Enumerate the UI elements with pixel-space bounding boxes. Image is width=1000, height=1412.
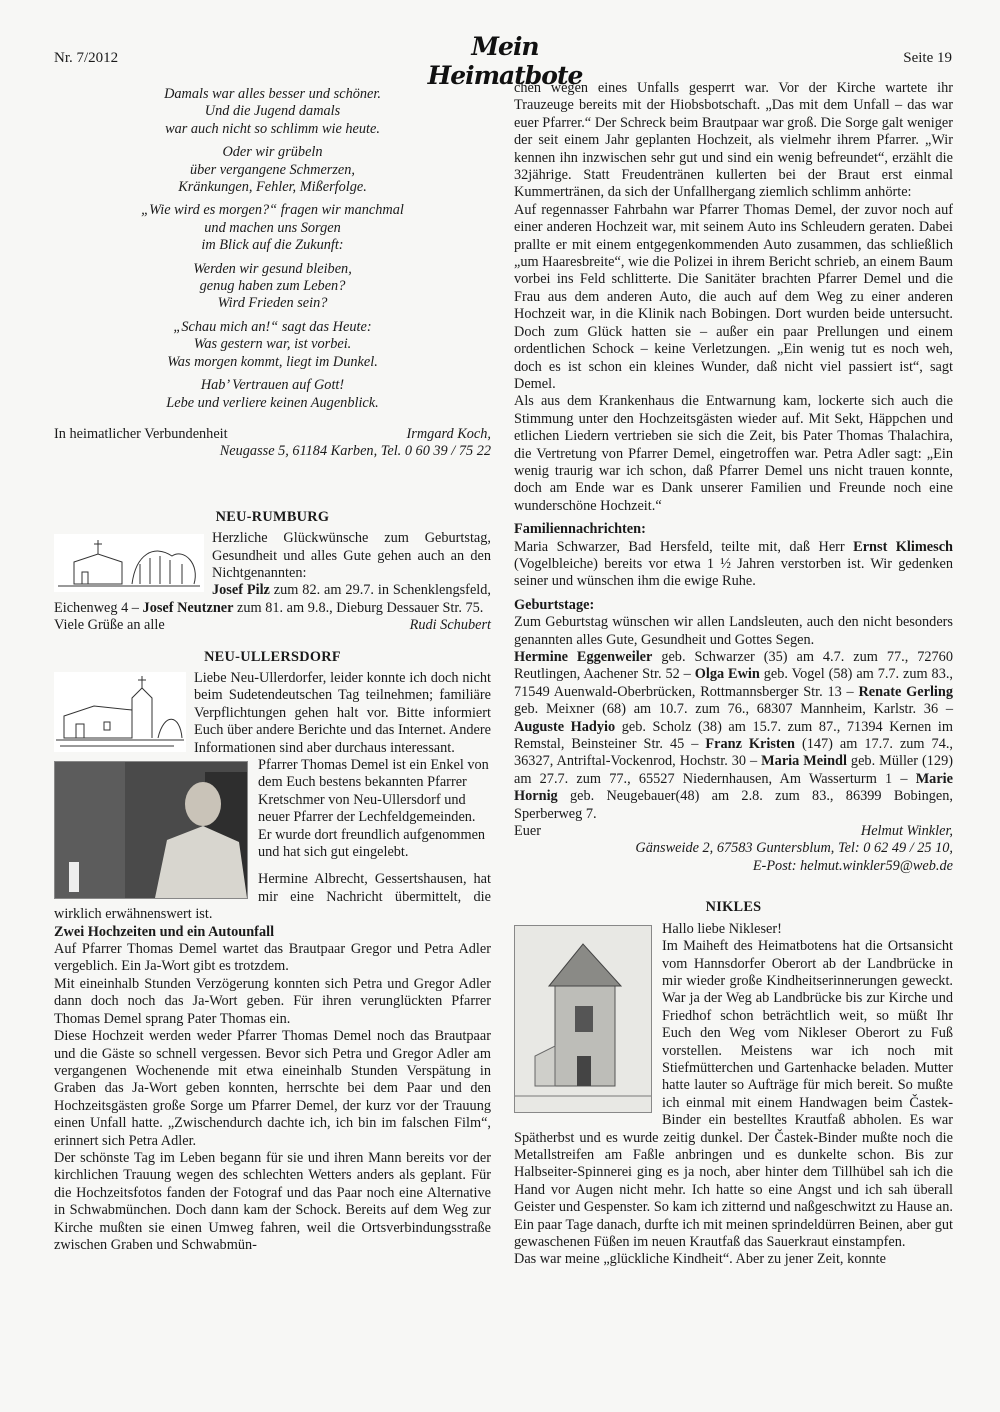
poem-stanza bbox=[54, 377, 491, 412]
village-church-sketch-image bbox=[54, 672, 186, 752]
birthdays-intro: Zum Geburtstag wünschen wir allen Landsleuten, auch den nicht besonders genannten alles Gute, Gesundheit und Gottes Segen. bbox=[514, 614, 953, 648]
section-title-neu-ullersdorf: NEU-ULLERSDORF bbox=[204, 648, 341, 665]
article-paragraph: chen wegen eines Unfalls gesperrt war. Vor der Kirche wartete ihr Trauzeuge bereits mit der Hiobsbotschaft. „Das mit dem Unfall – das war euer Pfarrer.“ Der Schreck beim Brautpaar war groß. Die Sorge galt weniger der seit einem Jahr geplanten Hochzeit, als vielmehr ihrem Pfarrer. „Wir kennen ihn inzwischen sehr gut und sind ein wenig befreundet“, erzählt die 32jährige. Statt Freudentränen kullerten bei der Braut erst einmal Kummertränen, da sich der Unfallhergang ziemlich schlimm anhörte: bbox=[514, 80, 953, 201]
birthdays-signature bbox=[514, 823, 953, 840]
subheading-birthdays: Geburtstage: bbox=[514, 596, 595, 613]
poem-stanza bbox=[54, 202, 491, 254]
section-title-neu-rumburg: NEU-RUMBURG bbox=[215, 508, 330, 525]
poem-stanza bbox=[54, 261, 491, 313]
poem-line: war auch nicht so schlimm wie heute. bbox=[165, 120, 380, 137]
poem-line: Damals war alles besser und schöner. bbox=[164, 86, 381, 102]
birthday-name: Auguste Hadyio bbox=[514, 718, 616, 735]
poem-line: Was gestern war, ist vorbei. bbox=[193, 336, 352, 353]
church-tower-photo-image bbox=[514, 925, 652, 1113]
priest-photo-image bbox=[54, 761, 248, 899]
author-name: Irmgard Koch, bbox=[406, 425, 491, 442]
article-paragraph: Auf regennasser Fahrbahn war Pfarrer Thomas Demel, der zuvor noch auf einer anderen Hochzeit war, mit seinem Auto ins Schleudern geraten. Dabei prallte er mit einem entgegenkommenden Auto zusammen, das schließlich „um Haaresbreite“, wie die Polizei in ihrem Bericht schrieb, an einem Baum vorbei ins Feld schlitterte. Die Sanitäter brachten Pfarrer Demel und die Frau aus dem anderen Auto, die auch auf dem Weg zu einer anderen Hochzeit war, in die Klinik nach Bobingen. Dort wurden beide untersucht. Doch zum Glück hatten sie – außer ein paar Prellungen und einem ordentlichen Schock – keine Verletzungen. „Ein wenig tut es noch weh, doch es ist schon ein kleines Wunder, daß nicht viel passiert ist“, sagt Demel. bbox=[514, 201, 953, 392]
birthday-name: Renate Gerling bbox=[858, 683, 953, 700]
page-header bbox=[0, 0, 1000, 90]
left-column bbox=[54, 86, 491, 1254]
article-paragraph: Auf Pfarrer Thomas Demel wartet das Brautpaar Gregor und Petra Adler vergeblich. Ein Ja-Wort gibt es trotzdem. bbox=[54, 941, 491, 975]
poem-stanza bbox=[54, 319, 491, 371]
subheading-weddings: Zwei Hochzeiten und ein Autounfall bbox=[54, 923, 275, 940]
author-name: Helmut Winkler, bbox=[860, 823, 953, 840]
family-news-text bbox=[514, 539, 953, 591]
birthday-details: geb. Meixner (68) am 10.7. zum 76., 68307 Mannheim, Karlstr. 36 – bbox=[514, 701, 953, 718]
poem-line: über vergangene Schmerzen, bbox=[189, 161, 356, 178]
deceased-name: Ernst Klimesch bbox=[853, 538, 953, 555]
section-title-nikles: NIKLES bbox=[705, 899, 762, 916]
author-name: Rudi Schubert bbox=[409, 617, 491, 634]
poem-line: im Blick auf die Zukunft: bbox=[201, 237, 344, 254]
family-news-part: (Vogelbleiche) bereits vor etwa 1 ½ Jahren verstorben ist. Wir gedenken seiner und wünschen ihm die ewige Ruhe. bbox=[514, 555, 953, 590]
greeting: Viele Grüße an alle bbox=[54, 617, 165, 634]
birthday-details: geb. Schwarzer (35) am 4.7. zum 77., 72760 Reutlingen, Aachener Str. 52 – bbox=[514, 649, 953, 683]
poem-signature bbox=[54, 426, 491, 443]
article-paragraph: Diese Hochzeit werden weder Pfarrer Thomas Demel noch das Brautpaar und die Gäste so schnell vergessen. Bevor sich Petra und Gregor Adler am vergangenen Wochenende mit etwa eineinhalb Stunden Verspätung in Graben das Ja-Wort geben konnten, herrschte bei dem Paar und den Hochzeitsgästen große Sorge um Pfarrer Demel, der kurz vor der Trauung einen Unfall hatte. „Zwischendurch dachte ich, ich bin im falschen Film“, erinnert sich Petra Adler. bbox=[54, 1028, 491, 1149]
author-email: E-Post: helmut.winkler59@web.de bbox=[752, 857, 953, 874]
poem-line: Oder wir grübeln bbox=[222, 144, 323, 161]
birthday-name: Franz Kristen bbox=[705, 736, 795, 753]
poem-line: genug haben zum Leben? bbox=[199, 278, 346, 295]
birthday-details: geb. Müller (129) am 27.7. zum 77., 65527 Niedernhausen, Am Wasserturm 1 – bbox=[514, 753, 953, 787]
birthday-name: Olga Ewin bbox=[694, 666, 760, 683]
subheading-family-news: Familiennachrichten: bbox=[514, 521, 646, 538]
article-paragraph: Als aus dem Krankenhaus die Entwarnung kam, lockerte sich auch die Stimmung unter den Hochzeitsgästen wieder auf. Mit Sekt, Häppchen und etlichen Liedern vertrieben sie sich die Zeit, bis Pater Thomas Thalachira, die Vertretung von Pfarrer Demel, eingetroffen war. Petra Adler sagt: „Ein wenig traurig war ich schon, daß Pfarrer Demel uns nicht trauen konnte, doch am Ende war es Dank unserer Familien und Freunde noch eine wunderschöne Hochzeit.“ bbox=[514, 393, 953, 514]
rumburg-intro: Herzliche Glückwünsche zum Geburtstag, Gesundheit und alles Gute gehen auch an den Nichtgenannten: bbox=[212, 530, 491, 581]
poem-line: Was morgen kommt, liegt im Dunkel. bbox=[167, 353, 378, 370]
ullersdorf-priest-text: Pfarrer Thomas Demel ist ein Enkel von dem Euch bestens bekannten Pfarrer Kretschmer von Neu-Ullersdorf und neuer Pfarrer der Lechfeldgemeinden. Er wurde dort freundlich aufgenommen und hat sich gut eingelebt. bbox=[258, 757, 489, 861]
birthday-details: zum 81. am 9.8., Dieburg Dessauer Str. 75. bbox=[233, 599, 484, 616]
author-address: Gänsweide 2, 67583 Guntersblum, Tel: 0 62 49 / 25 10, bbox=[635, 840, 953, 857]
birthday-name: Hermine Eggenweiler bbox=[514, 649, 653, 665]
page-number: Seite 19 bbox=[903, 50, 952, 66]
rumburg-signature bbox=[54, 617, 491, 634]
poem-line: Werden wir gesund bleiben, bbox=[193, 260, 352, 277]
birthday-name: Josef Pilz bbox=[212, 582, 270, 599]
poem-line: Hab’ Vertrauen auf Gott! bbox=[200, 377, 345, 394]
poem-stanza bbox=[54, 86, 491, 138]
poem-line: Und die Jugend damals bbox=[204, 103, 341, 120]
poem-line: „Schau mich an!“ sagt das Heute: bbox=[173, 318, 372, 335]
poem-stanza bbox=[54, 144, 491, 196]
birthday-details: (147) am 17.7. zum 74., 36327, Antriftal-Vockenrod, Hochstr. 30 – bbox=[514, 736, 953, 770]
author-address: Neugasse 5, 61184 Karben, Tel. 0 60 39 / 75 22 bbox=[219, 443, 491, 460]
church-sketch-image bbox=[54, 534, 204, 592]
birthday-name: Marie Hornig bbox=[514, 770, 953, 805]
poem-line: und machen uns Sorgen bbox=[204, 219, 341, 236]
article-paragraph: Mit eineinhalb Stunden Verzögerung konnten sich Petra und Gregor Adler dann doch noch das Ja-Wort geben. Für ihren verunglückten Pfarrer Thomas Demel sprang Pater Thomas ein. bbox=[54, 975, 491, 1027]
birthday-name: Maria Meindl bbox=[761, 753, 847, 770]
birthday-details: geb. Vogel (58) am 7.7. zum 83., 71549 Auenwald-Oberbrücken, Rottmannsberger Str. 13 – bbox=[514, 666, 954, 700]
birthdays-list bbox=[514, 649, 953, 823]
article-paragraph: Im Maiheft des Heimatbotens hat die Ortsansicht vom Hannsdorfer Oberort ab der Landbrücke in mir wieder große Kindheitserinnerungen geweckt. War ja der Weg ab Landbrücke bis zur Kirche und Friedhof schon beträchtlich weit, so müßt Ihr Euch den Weg vom Nikleser Oberort zu Fuß vorstellen. Meistens war ich noch mit Stiefmütterchen und Gartenhacke beladen. Mutter hatte lauter so Aufträge für mich bereit. So mußte ich einmal mit einem Handwagen beim Častek-Binder ein bestelltes Krautfaß abholen. Es war Spätherbst und es wurde zeitig dunkel. Der Častek-Binder mußte noch die Metallstreifen am Faßle anbringen und es dunkelte schon. Bis zur Halbseiter-Spinnerei ging es ja noch, aber hinter dem Tillhübel sah ich die Hand vor Augen nicht mehr. Ich hatte so eine Angst und ich sah überall Geister und Gespenster. So kam ich zitternd und naßgeschwitzt zu Hause an. Ein paar Tage danach, durfte ich mit meinen sprindeldürren Beinen, aber gut gewaschenen Füßen im neuen Krautfaß das Sauerkraut einstampfen. bbox=[514, 938, 953, 1250]
article-paragraph: Das war meine „glückliche Kindheit“. Aber zu jener Zeit, konnte bbox=[514, 1251, 886, 1268]
poem-line: Lebe und verliere keinen Augenblick. bbox=[166, 394, 379, 411]
poem-line: Wird Frieden sein? bbox=[217, 295, 328, 312]
birthday-details: geb. Neugebauer(48) am 2.8. zum 83., 86399 Bobingen, Sperberweg 7. bbox=[514, 788, 953, 822]
right-column bbox=[514, 80, 953, 1269]
poem-line: „Wie wird es morgen?“ fragen wir manchmal bbox=[141, 202, 404, 219]
issue-number: Nr. 7/2012 bbox=[54, 50, 119, 66]
poem bbox=[54, 86, 491, 412]
family-news-part: Maria Schwarzer, Bad Hersfeld, teilte mit, daß Herr bbox=[514, 538, 854, 555]
closing-text: In heimatlicher Verbundenheit bbox=[54, 425, 228, 442]
birthday-details: geb. Scholz (38) am 15.7. zum 87., 71394 Kernen im Remstal, Beinsteiner Str. 45 – bbox=[514, 718, 953, 753]
birthday-details: zum 82. am 29.7. in Schenklengsfeld, Eichenweg 4 – bbox=[54, 582, 491, 616]
ullersdorf-intro: Liebe Neu-Ullerdorfer, leider konnte ich doch nicht beim Sudetendeutschen Tag teilnehmen; familiäre Verpflichtungen gehen halt vor. Bitte informiert Euch über andere Berichte und das Internet. Andere Informationen sind aber durchaus interessant. bbox=[194, 669, 491, 756]
nikles-greeting: Hallo liebe Nikleser! bbox=[662, 920, 782, 937]
closing-text: Euer bbox=[514, 823, 541, 840]
birthday-name: Josef Neutzner bbox=[142, 599, 234, 616]
masthead-logo: Mein Heimatbote bbox=[427, 32, 583, 90]
poem-line: Kränkungen, Fehler, Mißerfolge. bbox=[178, 179, 367, 196]
article-paragraph: Der schönste Tag im Leben begann für sie und ihren Mann bereits vor der kirchlichen Trauung wegen des schlechten Wetters anders als geplant. Für die Hochzeitsfotos fanden der Fotograf und das Paar noch eine Alternative in Schwabmünchen. Doch dann kam der Schock. Bereits auf dem Weg zur Kirche mußten sie einen Umweg fahren, weil die Ortsverbindungsstraße zwischen Graben und Schwabmün- bbox=[54, 1149, 491, 1253]
ullersdorf-message: Hermine Albrecht, Gessertshausen, hat mir eine Nachricht übermittelt, die wirklich erwähnenswert ist. bbox=[54, 871, 491, 923]
